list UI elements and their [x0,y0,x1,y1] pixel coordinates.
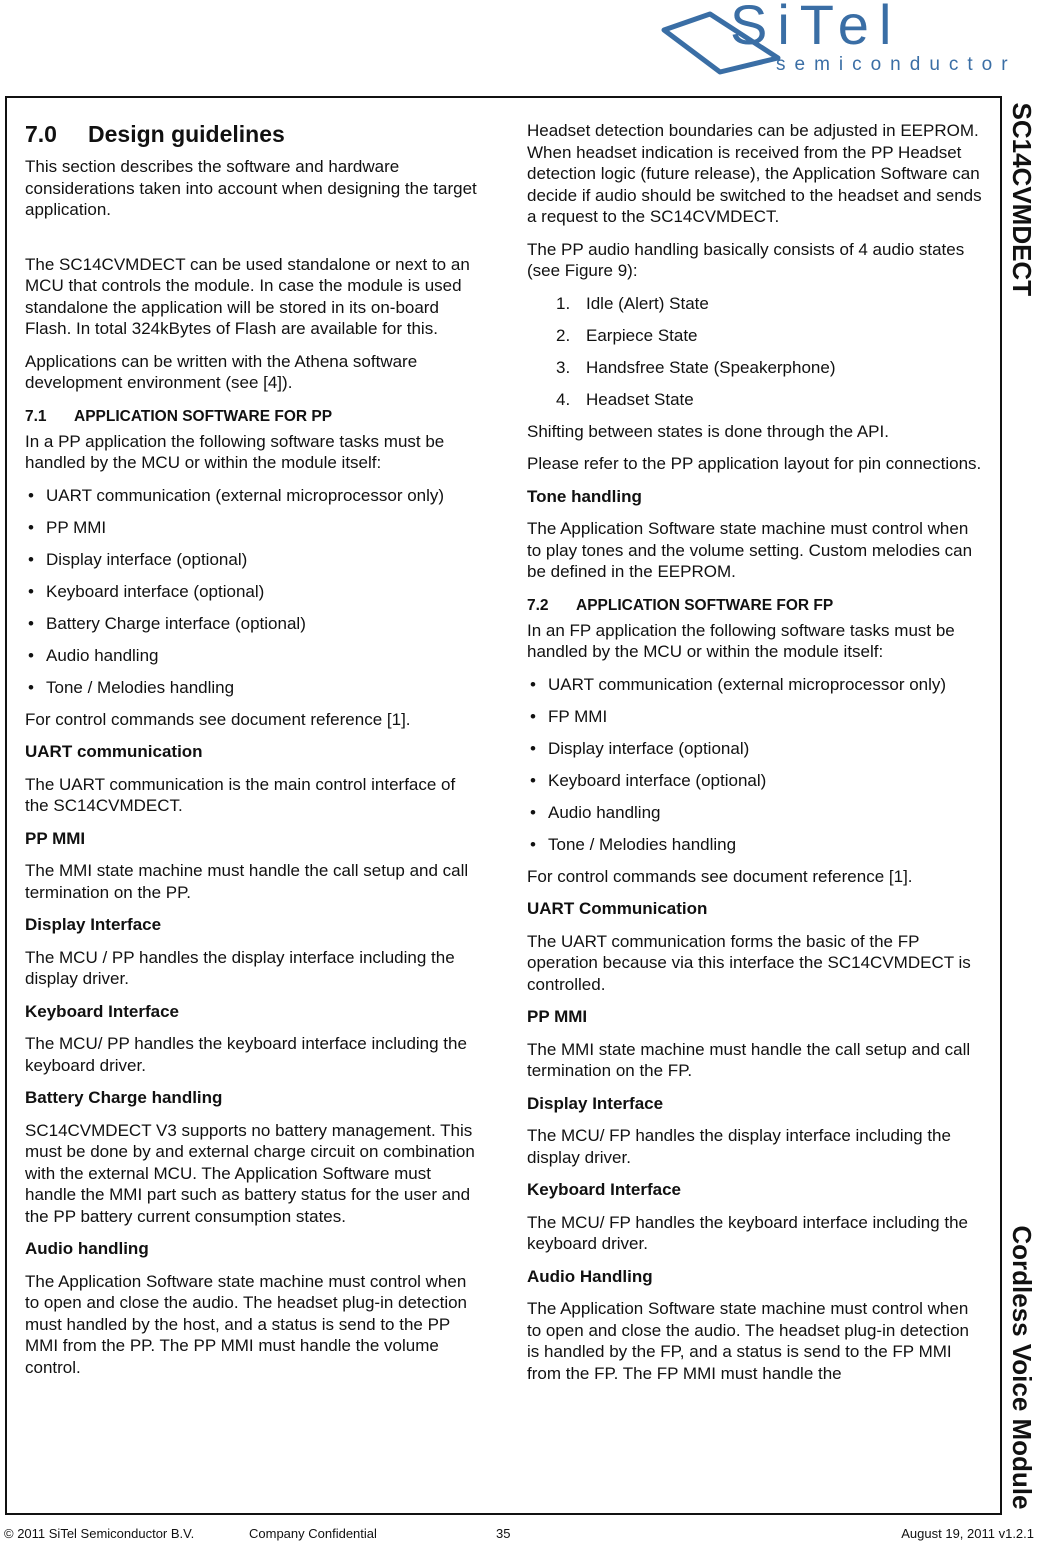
paragraph: In an FP application the following software tasks must be handled by the MCU or within the module itself: [527,620,955,661]
paragraph: The MCU / PP handles the display interface including the display driver. [25,947,455,988]
list-item: • UART communication (external microprocessor only) [530,674,947,694]
paragraph: The MMI state machine must handle the call setup and call termination on the PP. [25,861,469,902]
topic-heading: Keyboard Interface [527,1180,681,1199]
footer-page-number: 35 [496,1526,511,1541]
paragraph: For control commands see document reference [1]. [527,866,913,886]
side-title-product: SC14CVMDECT [1007,102,1037,296]
topic-heading: Audio handling [25,1239,149,1258]
list-item: • Battery Charge interface (optional) [28,613,306,633]
paragraph: The MMI state machine must handle the call setup and call termination on the FP. [527,1039,971,1080]
sitel-logo-graphic [660,0,1030,80]
list-item: • Keyboard interface (optional) [530,770,767,790]
topic-heading: PP MMI [527,1007,588,1026]
list-item: 3. Handsfree State (Speakerphone) [556,357,836,377]
list-item: • Display interface (optional) [28,549,248,569]
topic-heading: Display Interface [25,915,162,934]
paragraph: Applications can be written with the Athena software development environment (see [4]). [25,351,418,392]
paragraph: In a PP application the following software tasks must be handled by the MCU or within the module itself: [25,431,445,472]
topic-heading: Battery Charge handling [25,1088,223,1107]
list-item: 4. Headset State [556,389,694,409]
topic-heading: UART Communication [527,899,708,918]
paragraph: The MCU/ FP handles the keyboard interface including the keyboard driver. [527,1212,968,1253]
audio-state-list [527,293,982,411]
list-item: • UART communication (external microprocessor only) [28,485,445,505]
logo-subtitle: semiconductor [776,54,1017,75]
side-title [1004,96,1040,1515]
subsection-title: APPLICATION SOFTWARE FOR PP [74,407,333,425]
list-item: • Audio handling [530,802,661,822]
topic-heading: Display Interface [527,1093,664,1113]
subsection-number: 7.1 [25,407,47,425]
page-footer [0,1524,1040,1544]
paragraph: This section describes the software and hardware considerations taken into account when designing the target application. [25,157,477,219]
paragraph: Headset detection boundaries can be adjusted in EEPROM. When headset indication is received from the PP Headset detection logic (future release), the Application Software can decide if audio should be switched to the headset and sends a request to the SC14CVMDECT. [527,121,982,226]
task-list [527,674,982,856]
subsection-heading [527,596,982,616]
paragraph: The Application Software state machine must control when to play tones and the volume setting. Custom melodies can be defined in the EEPROM. [527,519,973,581]
logo-wordmark: SiTel [730,0,902,56]
paragraph: SC14CVMDECT V3 supports no battery management. This must be done by and external charge circuit on combination with the external MCU. The Application Software must handle the MMI part such as battery status for the user and the PP battery current consumption states. [25,1120,475,1226]
list-item: • Keyboard interface (optional) [28,581,265,601]
list-item: • Display interface (optional) [530,738,750,758]
list-item: • PP MMI [28,517,107,537]
paragraph: The MCU/ PP handles the keyboard interface including the keyboard driver. [25,1034,467,1075]
subsection-heading [25,407,480,427]
section-number: 7.0 [25,121,57,147]
task-list [25,485,480,699]
sitel-logo [660,0,1030,80]
paragraph: For control commands see document reference [1]. [25,709,411,729]
right-column [527,120,982,1395]
list-item: • FP MMI [530,706,608,726]
paragraph: Please refer to the PP application layout for pin connections. [527,454,982,473]
footer-confidential: Company Confidential [249,1526,377,1541]
topic-heading: UART communication [25,742,203,761]
list-item: • Tone / Melodies handling [530,834,737,854]
paragraph: The SC14CVMDECT can be used standalone or next to an MCU that controls the module. In case the module is used standalone the application will be stored in its on-board Flash. In total 324kBytes of Flash are available for this. [25,254,470,338]
paragraph: The PP audio handling basically consists of 4 audio states (see Figure 9): [527,239,965,280]
footer-date-version: August 19, 2011 v1.2.1 [901,1526,1034,1541]
topic-heading: PP MMI [25,828,86,848]
section-title: Design guidelines [88,121,285,147]
footer-copyright: © 2011 SiTel Semiconductor B.V. [4,1526,195,1541]
topic-heading: Audio Handling [527,1266,653,1286]
paragraph: The MCU/ FP handles the display interface including the display driver. [527,1126,951,1167]
topic-heading: Tone handling [527,486,642,506]
paragraph: The UART communication forms the basic of the FP operation because via this interface the SC14CVMDECT is controlled. [527,931,971,994]
paragraph: The UART communication is the main control interface of the SC14CVMDECT. [25,774,456,815]
section-heading [25,120,480,148]
topic-heading: Keyboard Interface [25,1001,179,1021]
paragraph: The Application Software state machine must control when to open and close the audio. The headset plug-in detection must handled by the host, and a status is send to the PP MMI from the PP. The PP MMI must handle the volume control. [25,1271,468,1377]
list-item: • Audio handling [28,645,159,665]
paragraph: Shifting between states is done through the API. [527,421,889,441]
list-item: 2. Earpiece State [556,325,698,345]
side-title-bar [1004,96,1040,1515]
subsection-title: APPLICATION SOFTWARE FOR FP [576,596,834,614]
list-item: • Tone / Melodies handling [28,677,235,697]
paragraph: The Application Software state machine must control when to open and close the audio. The headset plug-in detection is handled by the FP, and a status is send to the FP MMI from the FP. The FP MMI must handle the [527,1299,970,1383]
left-column [25,120,480,1389]
list-item: 1. Idle (Alert) State [556,293,709,313]
side-title-subtitle: Cordless Voice Module [1007,1224,1037,1509]
subsection-number: 7.2 [527,596,549,614]
